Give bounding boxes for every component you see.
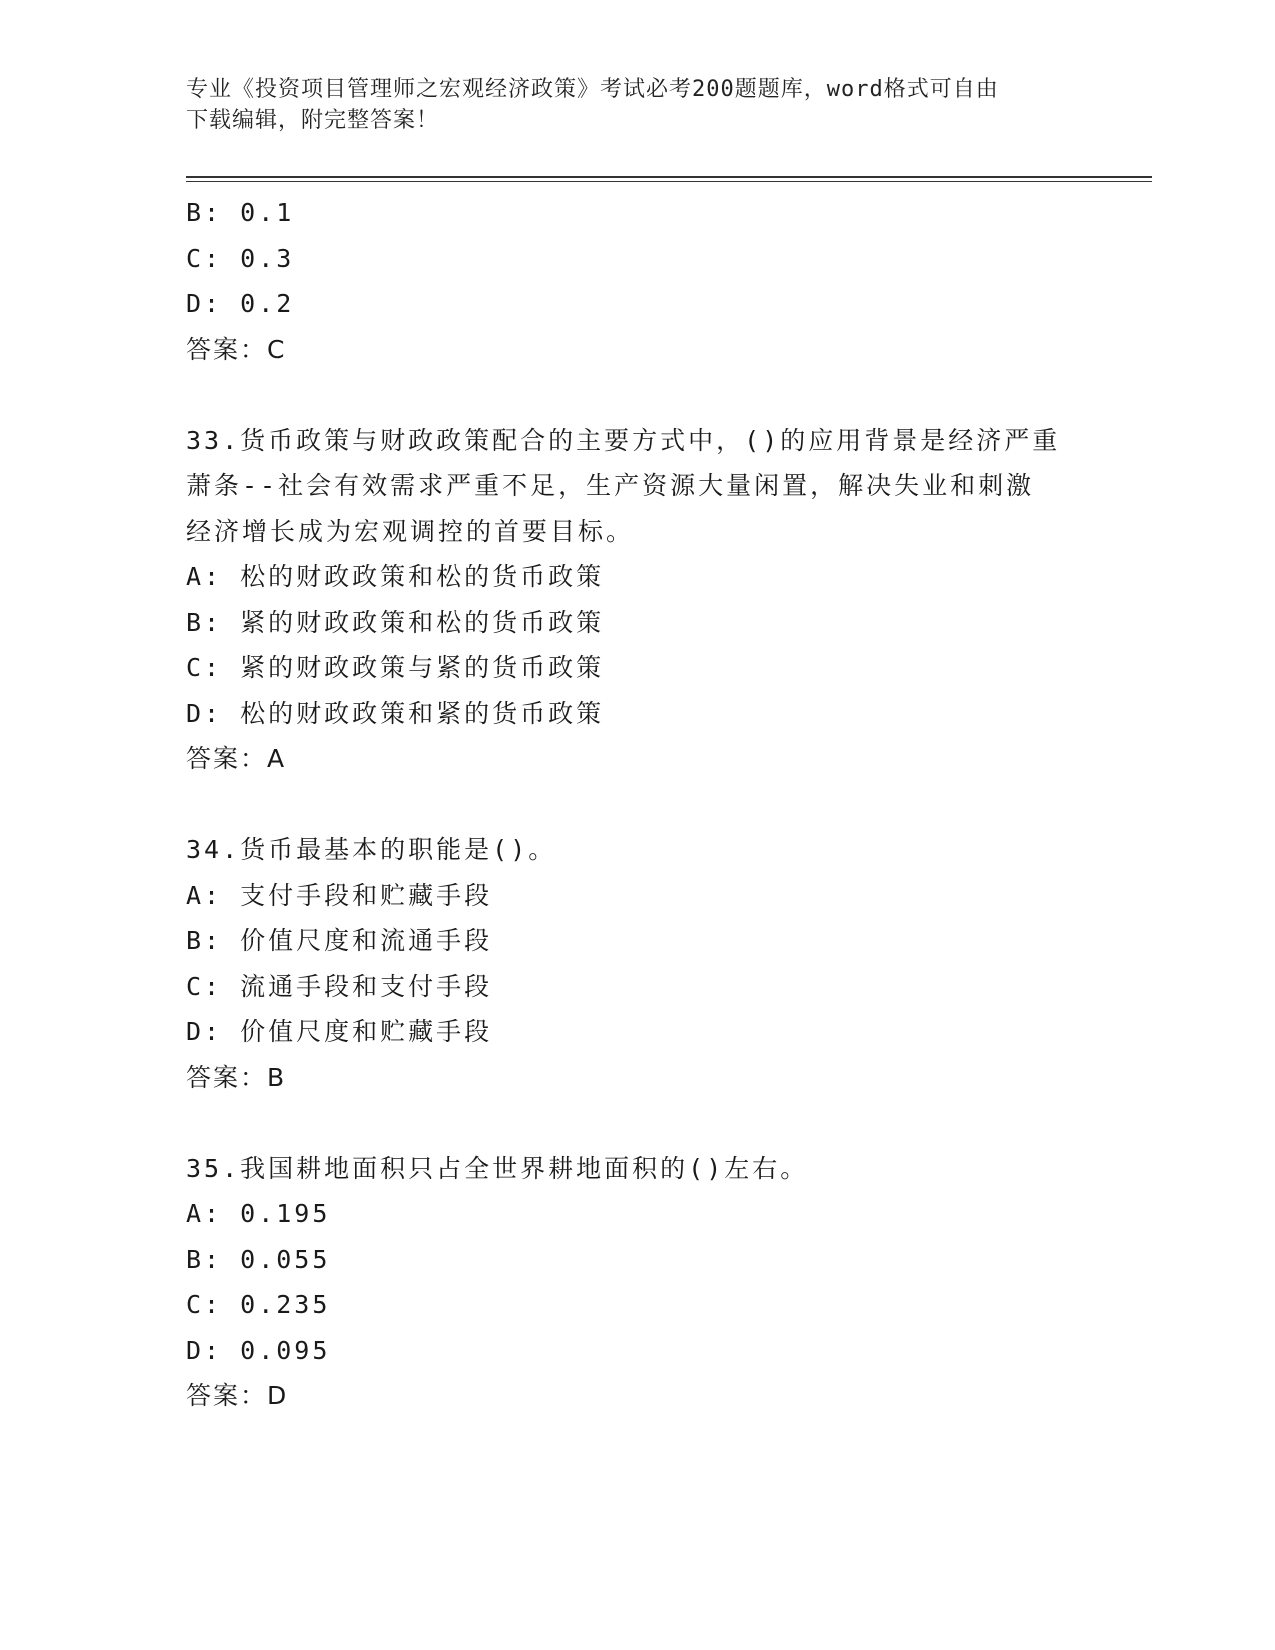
question-34 xyxy=(186,827,1086,1100)
header-rule-thin xyxy=(186,181,1152,182)
option-c: C: 流通手段和支付手段 xyxy=(186,971,493,1001)
option-d: D: 0.2 xyxy=(186,289,295,318)
question-stem-line: 34.货币最基本的职能是()。 xyxy=(186,835,557,864)
option-d: D: 松的财政政策和紧的货币政策 xyxy=(186,698,605,728)
question-stem-line: 经济增长成为宏观调控的首要目标。 xyxy=(186,516,635,546)
question-32-tail xyxy=(186,190,1086,372)
header-line-1: 专业《投资项目管理师之宏观经济政策》考试必考200题题库，word格式可自由 xyxy=(186,77,999,102)
question-stem-line: 萧条--社会有效需求严重不足，生产资源大量闲置，解决失业和刺激 xyxy=(186,471,1035,500)
option-b: B: 0.1 xyxy=(186,198,295,227)
option-a: A: 松的财政政策和松的货币政策 xyxy=(186,562,605,591)
option-c: C: 0.235 xyxy=(186,1290,331,1319)
option-d: D: 0.095 xyxy=(186,1335,331,1365)
spacer xyxy=(186,1100,1086,1146)
question-list xyxy=(186,190,1086,1419)
question-stem-line: 33.货币政策与财政政策配合的主要方式中，()的应用背景是经济严重 xyxy=(186,425,1061,455)
option-a: A: 0.195 xyxy=(186,1199,331,1228)
answer-line: 答案：B xyxy=(186,1062,287,1092)
option-c: C: 紧的财政政策与紧的货币政策 xyxy=(186,653,605,682)
header-rule-thick xyxy=(186,176,1152,178)
answer-line: 答案：D xyxy=(186,1381,289,1410)
spacer xyxy=(186,372,1086,418)
answer-line: 答案：A xyxy=(186,744,287,773)
answer-line: 答案：C xyxy=(186,334,287,364)
option-d: D: 价值尺度和贮藏手段 xyxy=(186,1017,493,1046)
option-b: B: 价值尺度和流通手段 xyxy=(186,926,493,955)
option-b: B: 紧的财政政策和松的货币政策 xyxy=(186,607,605,637)
question-stem-line: 35.我国耕地面积只占全世界耕地面积的()左右。 xyxy=(186,1153,809,1183)
page-header xyxy=(186,74,1066,136)
question-33 xyxy=(186,418,1086,782)
spacer xyxy=(186,782,1086,828)
option-a: A: 支付手段和贮藏手段 xyxy=(186,880,493,910)
header-line-2: 下载编辑，附完整答案！ xyxy=(186,108,440,133)
option-c: C: 0.3 xyxy=(186,243,295,273)
question-35 xyxy=(186,1146,1086,1419)
option-b: B: 0.055 xyxy=(186,1244,331,1274)
